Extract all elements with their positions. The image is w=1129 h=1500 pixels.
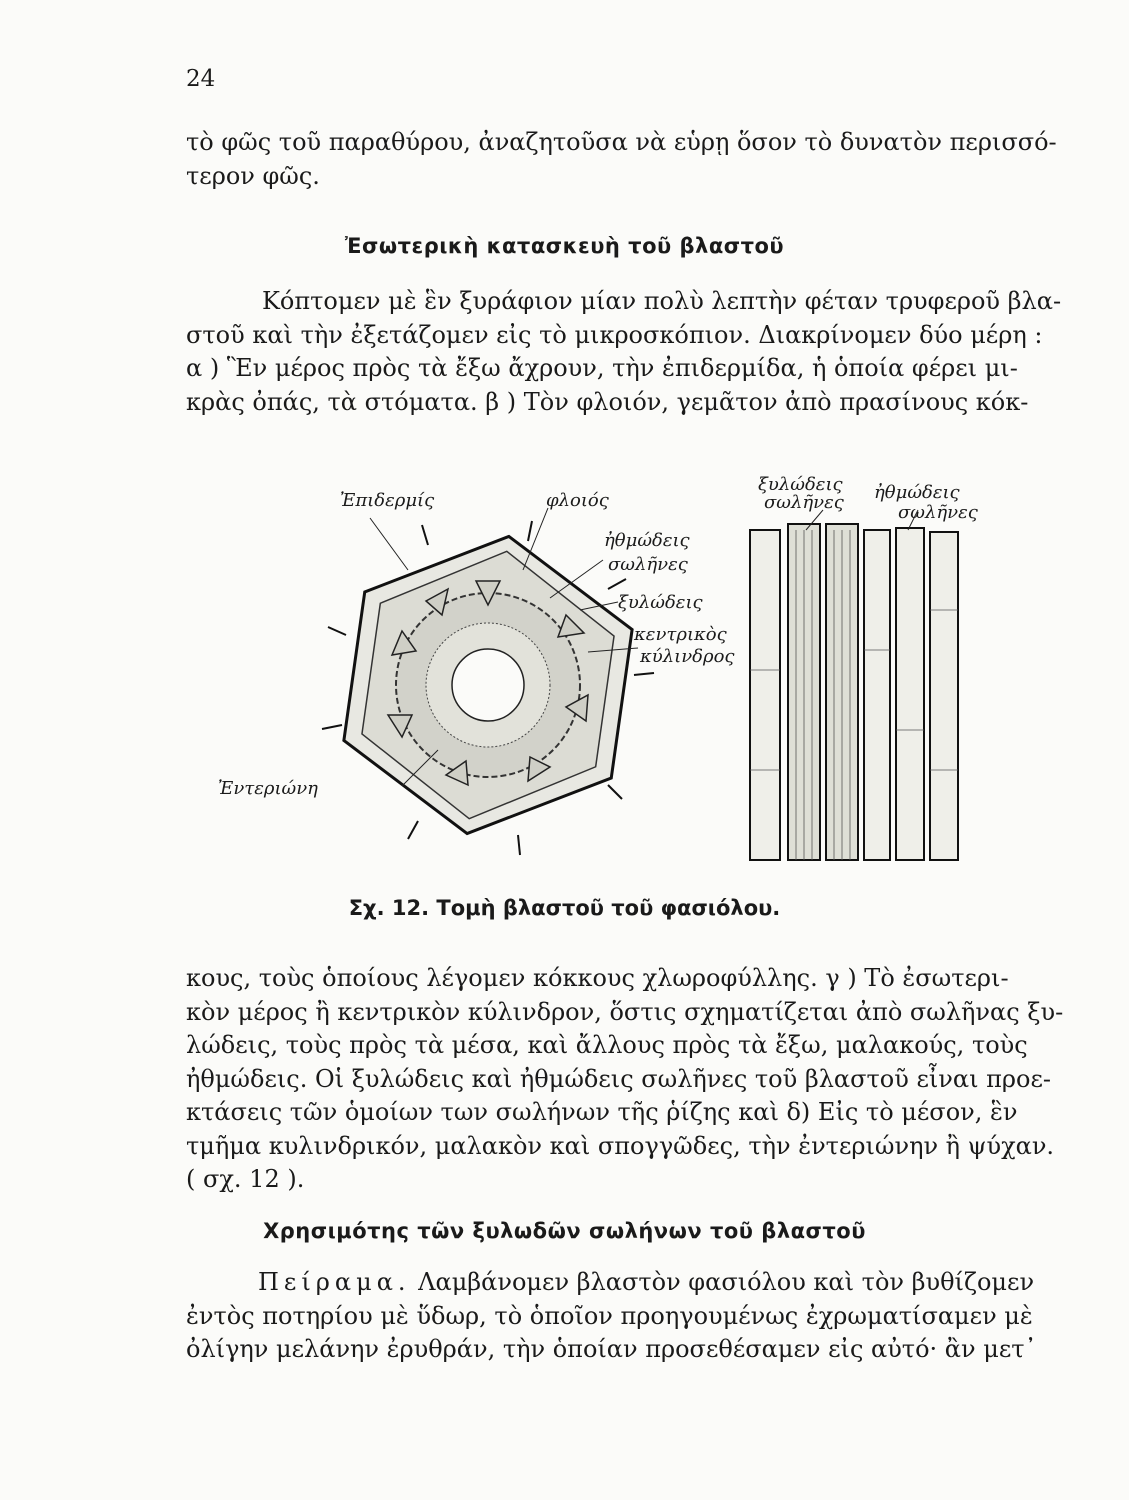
text-line: τὸ φῶς τοῦ παραθύρου, ἀναζητοῦσα νὰ εὑρῃ ὅσον τὸ δυνατὸν περισσό-	[186, 128, 1057, 156]
label-xylodeis-top: ξυλώδεις	[758, 474, 843, 495]
paragraph-4	[186, 1266, 1037, 1367]
text-line: στοῦ καὶ τὴν ἐξετάζομεν εἰς τὸ μικροσκόπιον. Διακρίνομεν δύο μέρη :	[186, 320, 1043, 349]
label-phloios: φλοιός	[546, 490, 609, 511]
text-line: κρὰς ὀπάς, τὰ στόματα. β ) Τὸν φλοιόν, γεμᾶτον ἀπὸ πρασίνους κόκ-	[186, 387, 1029, 416]
label-ethmodeis: ἠθμώδεις	[604, 530, 690, 551]
paragraph-3	[186, 962, 1064, 1197]
text-line: τμῆμα κυλινδρικόν, μαλακὸν καὶ σπογγῶδες, τὴν ἐντεριώνην ἢ ψύχαν.	[186, 1131, 1055, 1160]
label-solines: σωλῆνες	[608, 554, 688, 575]
label-ethmodeis-top: ἠθμώδεις	[874, 482, 960, 503]
text-line: κους, τοὺς ὁποίους λέγομεν κόκκους χλωροφύλλης. γ ) Τὸ ἐσωτερι-	[186, 964, 1009, 992]
text-line: α ) Ἓν μέρος πρὸς τὰ ἔξω ἄχρουν, τὴν ἐπιδερμίδα, ἡ ὁποία φέρει μι-	[186, 354, 1018, 382]
text-line: τερον φῶς.	[186, 161, 320, 190]
text-line: λώδεις, τοὺς πρὸς τὰ μέσα, καὶ ἄλλους πρὸς τὰ ἔξω, μαλακούς, τοὺς	[186, 1031, 1028, 1059]
paragraph-1	[186, 126, 1057, 193]
text-line: ( σχ. 12 ).	[186, 1165, 305, 1193]
longitudinal-view	[750, 524, 958, 860]
text-line	[186, 1266, 1034, 1300]
section-heading-internal-structure: Ἐσωτερικὴ κατασκευὴ τοῦ βλαστοῦ	[344, 234, 785, 258]
stem-section-figure	[218, 470, 998, 870]
label-kylindros: κύλινδρος	[640, 646, 735, 667]
experiment-text: Λαμβάνομεν βλαστὸν φασιόλου καὶ τὸν βυθίζομεν	[418, 1268, 1035, 1296]
section-heading-xylem-usefulness: Χρησιμότης τῶν ξυλωδῶν σωλήνων τοῦ βλαστοῦ	[263, 1219, 866, 1243]
paragraph-2	[186, 285, 1062, 419]
text-line: ὀλίγην μελάνην ἐρυθράν, τὴν ὁποίαν προσεθέσαμεν εἰς αὐτό· ἂν μετ᾽	[186, 1335, 1037, 1363]
page-number: 24	[186, 66, 216, 92]
label-kentrikos: κεντρικὸς	[634, 624, 727, 645]
text-line: κτάσεις τῶν ὁμοίων των σωλήνων τῆς ῥίζης καὶ δ) Εἰς τὸ μέσον, ἓν	[186, 1098, 1018, 1126]
text-line: ἠθμώδεις. Οἱ ξυλώδεις καὶ ἠθμώδεις σωλῆνες τοῦ βλαστοῦ εἶναι προε-	[186, 1064, 1052, 1093]
cross-section	[322, 518, 654, 855]
label-xylodeis: ξυλώδεις	[618, 592, 703, 613]
text-line: κὸν μέρος ἢ κεντρικὸν κύλινδρον, ὅστις σχηματίζεται ἀπὸ σωλῆνας ξυ-	[186, 997, 1064, 1026]
figure-caption: Σχ. 12. Τομὴ βλαστοῦ τοῦ φασιόλου.	[348, 896, 781, 920]
label-solines-top-2: σωλῆνες	[898, 502, 978, 523]
label-epidermis: Ἐπιδερμίς	[340, 490, 435, 511]
text-line: Κόπτομεν μὲ ἓν ξυράφιον μίαν πολὺ λεπτὴν φέταν τρυφεροῦ βλα-	[262, 287, 1062, 315]
text-line: ἐντὸς ποτηρίου μὲ ὕδωρ, τὸ ὁποῖον προηγουμένως ἐχρωματίσαμεν μὲ	[186, 1301, 1033, 1330]
label-enterione: Ἐντεριώνη	[218, 778, 318, 799]
experiment-label: Πείραμα.	[258, 1268, 411, 1296]
label-solines-top-1: σωλῆνες	[764, 492, 844, 513]
